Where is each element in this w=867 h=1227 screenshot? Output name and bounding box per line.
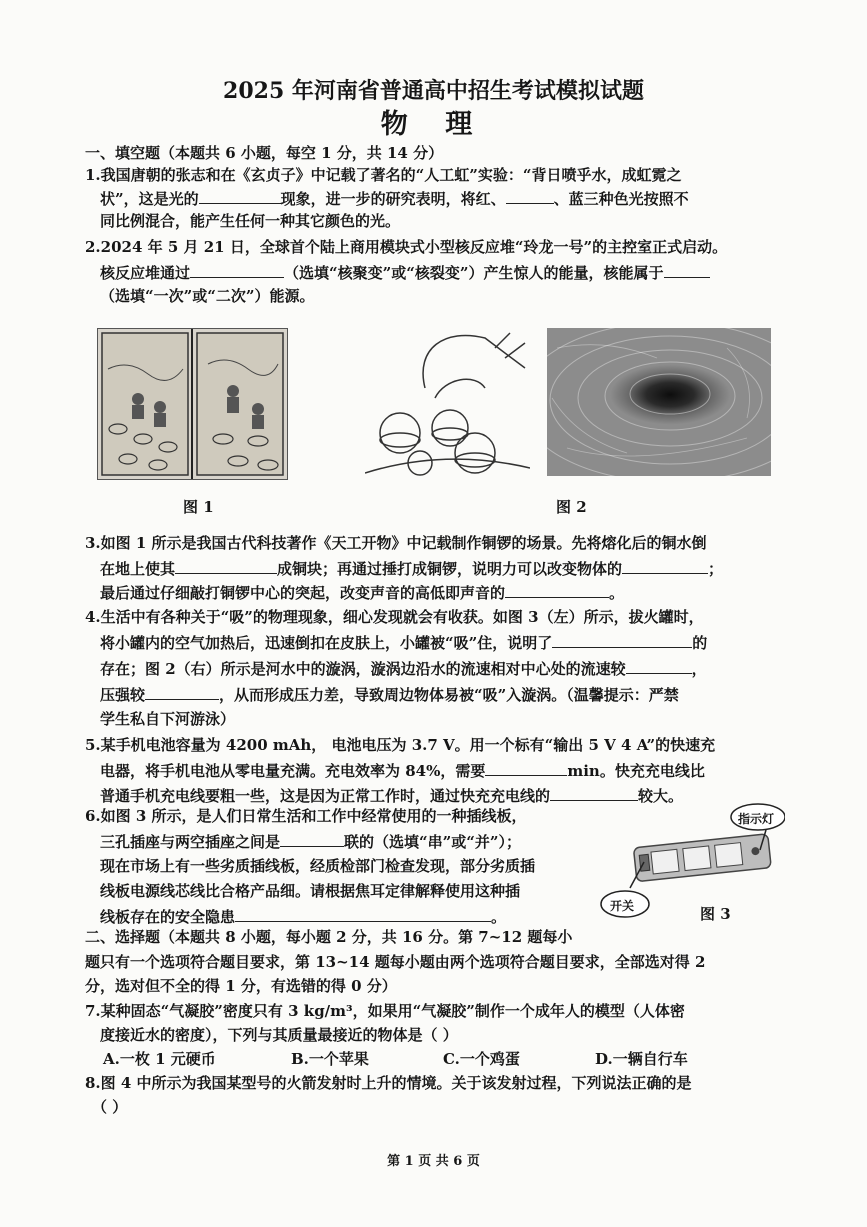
q3-line3: 最后通过仔细敲打铜锣中心的突起，改变声音的高低即声音的 。 — [100, 584, 625, 602]
q2-line1: 2.2024 年 5 月 21 日，全球首个陆上商用模块式小型核反应堆“玲龙一号”的主控室正式启动。 — [85, 238, 728, 256]
q7-option-d[interactable]: D.一辆自行车 — [595, 1050, 688, 1068]
answer-blank[interactable] — [622, 558, 708, 574]
q4-line1: 4.生活中有各种关于“吸”的物理现象，细心发现就会有收获。如图 3（左）所示，拔火罐时， — [85, 608, 704, 626]
q7-line1: 7.某种固态“气凝胶”密度只有 3 kg/m³，如果用“气凝胶”制作一个成年人的模型（人体密 — [85, 1002, 685, 1020]
figure-2-caption: 图 2 — [556, 498, 587, 516]
q7-option-b[interactable]: B.一个苹果 — [291, 1050, 369, 1068]
q6-line4: 线板电源线芯线比合格产品细。请根据焦耳定律解释使用这种插 — [100, 882, 521, 900]
q3-line1: 3.如图 1 所示是我国古代科技著作《天工开物》中记载制作铜锣的场景。先将熔化后的铜水倒 — [85, 534, 707, 552]
q5-line1: 5.某手机电池容量为 4200 mAh， 电池电压为 3.7 V。用一个标有“输出 5 V 4 A”的快速充 — [85, 736, 716, 754]
q6-line1: 6.如图 3 所示，是人们日常生活和工作中经常使用的一种插线板， — [85, 807, 527, 825]
q4-line5: 学生私自下河游泳） — [100, 710, 236, 728]
section2-line2: 题只有一个选项符合题目要求，第 13~14 题每小题由两个选项符合题目要求，全部选对得 2 — [85, 953, 706, 971]
answer-blank[interactable] — [190, 262, 284, 278]
answer-blank[interactable] — [505, 582, 609, 598]
answer-blank[interactable] — [280, 831, 344, 847]
q7-option-a[interactable]: A.一枚 1 元硬币 — [103, 1050, 216, 1068]
q3-line2: 在地上使其 成铜块；再通过捶打成铜锣，说明力可以改变物体的 ； — [100, 560, 724, 578]
answer-blank[interactable] — [626, 658, 692, 674]
q5-line3: 普通手机充电线要粗一些，这是因为正常工作时，通过快充充电线的 较大。 — [100, 787, 684, 805]
figure-3-power-strip — [600, 800, 785, 920]
subject-title: 物 理 — [380, 109, 487, 140]
answer-blank[interactable] — [175, 558, 277, 574]
answer-blank[interactable] — [550, 785, 638, 801]
q6-line3: 现在市场上有一些劣质插线板，经质检部门检查发现，部分劣质插 — [100, 857, 536, 875]
figure-2-cupping-sketch — [365, 328, 530, 478]
q2-line2: 核反应堆通过 （选填“核聚变”或“核裂变”）产生惊人的能量，核能属于 — [100, 262, 710, 283]
switch-label: 开关 — [610, 899, 635, 913]
figure-1-illustration — [97, 328, 288, 480]
q8-line1: 8.图 4 中所示为我国某型号的火箭发射时上升的情境。关于该发射过程，下列说法正确的是 — [85, 1074, 692, 1092]
q4-line4: 压强较 ，从而形成压力差，导致周边物体易被“吸”入漩涡。（温馨提示：严禁 — [100, 686, 679, 704]
answer-blank[interactable] — [552, 632, 692, 648]
q4-line3: 存在；图 2（右）所示是河水中的漩涡，漩涡边沿水的流速相对中心处的流速较 ， — [100, 660, 707, 678]
figure-3-caption: 图 3 — [700, 905, 731, 923]
indicator-label: 指示灯 — [738, 812, 775, 826]
section2-line1: 二、选择题（本题共 8 小题，每小题 2 分，共 16 分。第 7~12 题每小 — [85, 928, 573, 946]
q1-line1: 1.我国唐朝的张志和在《玄贞子》中记载了著名的“人工虹”实验：“背日喷乎水，成虹霓之 — [85, 166, 682, 184]
figure-2-whirlpool-photo — [547, 328, 771, 476]
q1-line2: 状”，这是光的 现象，进一步的研究表明，将红、 、蓝三种色光按照不 — [100, 190, 689, 208]
exam-title: 2025 年河南省普通高中招生考试模拟试题 — [223, 78, 644, 104]
q1-line3: 同比例混合，能产生任何一种其它颜色的光。 — [100, 212, 401, 230]
page-number: 第 1 页 共 6 页 — [387, 1154, 480, 1169]
q7-line2: 度接近水的密度），下列与其质量最接近的物体是（ ） — [100, 1026, 458, 1044]
answer-blank[interactable] — [664, 262, 710, 278]
figure-1-caption: 图 1 — [183, 498, 214, 516]
q4-line2: 将小罐内的空气加热后，迅速倒扣在皮肤上，小罐被“吸”住，说明了 的 — [100, 634, 708, 652]
answer-blank[interactable] — [235, 906, 491, 922]
q6-line2: 三孔插座与两空插座之间是 联的（选填“串”或“并”）； — [100, 833, 522, 851]
answer-blank[interactable] — [485, 760, 567, 776]
q5-line2: 电器，将手机电池从零电量充满。充电效率为 84%，需要 min。快充充电线比 — [100, 762, 705, 780]
section1-heading: 一、填空题（本题共 6 小题，每空 1 分，共 14 分） — [85, 144, 444, 162]
q7-option-c[interactable]: C.一个鸡蛋 — [443, 1050, 520, 1068]
q6-line5: 线板存在的安全隐患 。 — [100, 908, 507, 926]
answer-blank[interactable] — [145, 684, 219, 700]
answer-blank[interactable] — [199, 188, 281, 204]
section2-line3: 分，选对但不全的得 1 分，有选错的得 0 分） — [85, 977, 397, 995]
answer-blank[interactable] — [506, 188, 554, 204]
q8-line2: （ ） — [92, 1098, 128, 1116]
q2-line3: （选填“一次”或“二次”）能源。 — [100, 287, 315, 305]
